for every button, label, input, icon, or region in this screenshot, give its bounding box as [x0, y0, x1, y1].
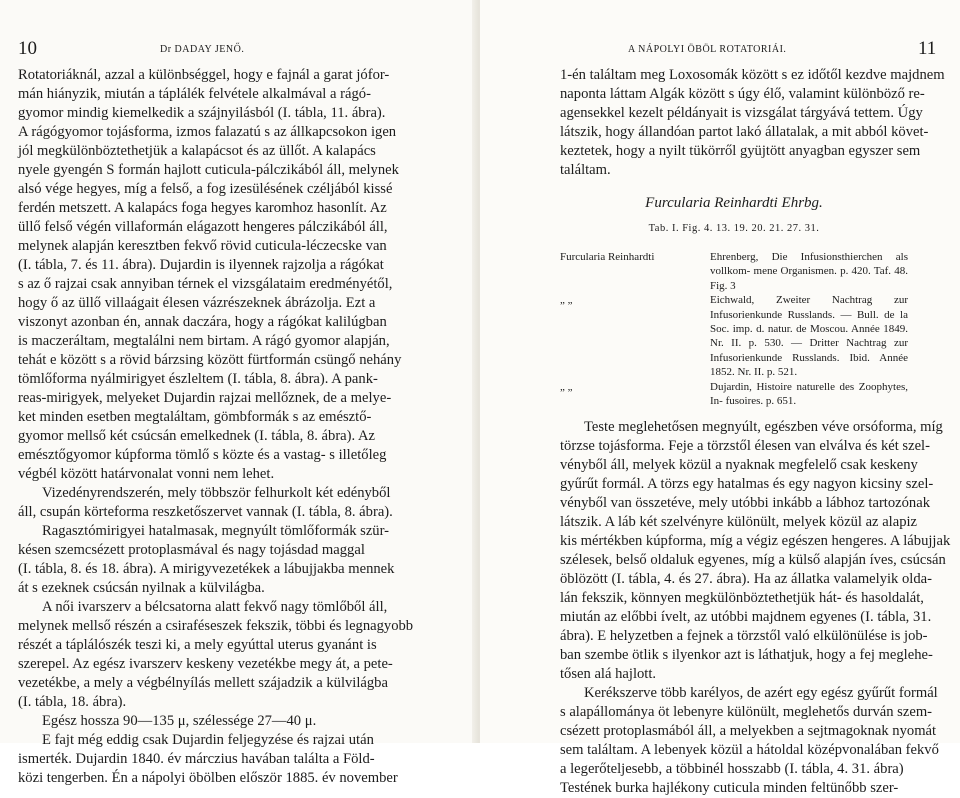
- text-line: ferdén metszett. A kalapács foga hegyes karomhoz hasonlít. Az: [18, 200, 387, 216]
- reference-key: „ „: [560, 294, 573, 307]
- text-line: Rotatoriáknál, azzal a különbséggel, hogy e fajnál a garat jófor-: [18, 67, 390, 83]
- text-line: naponta láttam Algák között s úgy élő, valamint különböző re-: [560, 86, 925, 102]
- left-running-head: Dr DADAY JENŐ.: [160, 44, 245, 55]
- text-line: viszonyt azonban én, annak daczára, hogy a rágókat kalilúgban: [18, 314, 387, 330]
- text-line: alsó vége hegyes, míg a felső, a fog izesülésének czéljából kissé: [18, 181, 393, 197]
- text-line: gyomor mindig kiemelkedik a szájnyilásból (I. tábla, 11. ábra).: [18, 105, 386, 121]
- text-line: csézett protoplasmából áll, a melyekben a sejtmagoknak nyomát: [560, 723, 937, 740]
- text-line: is maczeráltam, megtalálni nem birtam. A rágó gyomor alapján,: [18, 333, 390, 349]
- text-line: találtam.: [560, 162, 611, 178]
- text-line: gyomor mellső két csúcsán emelkednek (I. tábla, 8. ábra). Az: [18, 428, 376, 444]
- reference-key: „ „: [560, 380, 573, 393]
- text-line: nyele gyengén S formán hajlott cuticula-pálczikából áll, melynek: [18, 162, 399, 178]
- text-line: tehát e között s a rövid bárzsing között fürtformán csüngő nehány: [18, 352, 402, 368]
- text-line: késen szemcsézett protoplasmával és nagy tojásdad maggal: [18, 542, 365, 558]
- left-page: [0, 0, 480, 786]
- references-list: [560, 250, 908, 408]
- text-line: keztetek, hogy a nyilt tükörről gyüjtött anyagban egyszer sem: [560, 143, 921, 159]
- intro-paragraph: [560, 66, 945, 180]
- text-line: kis mértékben kúpforma, míg a végiz egészen hengeres. A lábujjak: [560, 533, 951, 550]
- right-text-column: [560, 66, 951, 798]
- text-line: agensekkel kezelt példányait is vizsgálat tárgyává tettem. Úgy: [560, 105, 923, 121]
- text-line: át s ezeknek csúcsán nyilnak a külvilágba.: [18, 580, 265, 596]
- text-line: lán fekszik, könnyen megkülönböztethetjük hát- és hasoldalát,: [560, 590, 924, 607]
- reference-entry: [560, 380, 908, 409]
- text-line: (I. tábla, 18. ábra).: [18, 694, 127, 710]
- body-text: [560, 418, 951, 798]
- text-line: ábra). E helyzetben a fejnek a törzstől való elkülönülése is job-: [560, 628, 928, 645]
- text-line: A rágógyomor tojásforma, izmos falazatú s az állkapcsokon igen: [18, 124, 397, 140]
- text-line: melynek alapján keresztben fekvő rövid cuticula-léczecske van: [18, 238, 387, 254]
- text-line: jól megkülönböztethetjük a kalapácsot és az üllőt. A kalapács: [18, 143, 376, 159]
- text-line: közi tengerben. Én a nápolyi öbölben először 1885. év november: [18, 770, 398, 786]
- text-line: öblözött (I. tábla, 4. és 27. ábra). Ha az állatka valamelyik olda-: [560, 571, 932, 588]
- right-page: [480, 0, 960, 797]
- text-line: törzse tojásforma. Feje a törzstől élesen van elválva és két szel-: [560, 438, 930, 455]
- text-line: vényből van összetéve, mely utóbbi inkább a lábhoz tartozónak: [560, 495, 931, 512]
- text-line: áll, csupán körteforma reszketőszervet vannak (I. tábla, 8. ábra).: [18, 504, 393, 520]
- reference-entry: [560, 293, 908, 379]
- text-line: szélesek, belső oldaluk egyenes, míg a külső alapján íves, csúcsán: [560, 552, 946, 569]
- text-line: s az ő rajzai csak annyiban térnek el vizsgálataim eredményétől,: [18, 276, 393, 292]
- text-line: mán hiányzik, miután a táplálék felvétele alkalmával a rágó-: [18, 86, 371, 102]
- text-line: E fajt még eddig csak Dujardin feljegyzése és rajzai után: [42, 732, 374, 748]
- text-line: Egész hossza 90—135 μ, szélessége 27—40 μ.: [42, 713, 317, 729]
- text-line: Ragasztómirigyei hatalmasak, megnyúlt tömlőformák szür-: [42, 523, 390, 539]
- text-line: (I. tábla, 8. és 18. ábra). A mirigyvezetékek a lábujjakba mennek: [18, 561, 395, 577]
- text-line: emésztőgyomor kúpforma tömlő s közte és a vastag- s illetőleg: [18, 447, 387, 463]
- text-line: Vizedényrendszerén, mely többször felhurkolt két edényből: [42, 485, 391, 501]
- plate-reference: Tab. I. Fig. 4. 13. 19. 20. 21. 27. 31.: [648, 223, 820, 234]
- text-line: A női ivarszerv a bélcsatorna alatt fekvő nagy tömlőből áll,: [42, 599, 388, 615]
- text-line: reas-mirigyek, melyeket Dujardin rajzai mellőznek, de a melye-: [18, 390, 392, 406]
- reference-text: Eichwald, Zweiter Nachtrag zur Infusorienkunde Russlands. — Bull. de la Soc. imp. d. natur. de Moscou. Année 1849. Nr. II. p. 530. — Dritter Nachtrag zur Infusorienkunde Russlands. Ibid. Année 1852. Nr. II. p. 521.: [710, 294, 908, 379]
- text-line: végbél között határvonalat vonni nem lehet.: [18, 466, 275, 482]
- text-line: részét a táplálószék teszi ki, a mely egyúttal uterus gyanánt is: [18, 637, 377, 653]
- text-line: tömlőforma nyálmirigyet észleltem (I. tábla, 8. ábra). A pank-: [18, 371, 378, 387]
- reference-text: Dujardin, Histoire naturelle des Zoophytes, In- fusoires. p. 651.: [710, 380, 908, 408]
- text-line: szerepel. Az egész ivarszerv keskeny vezetékbe megy át, a pete-: [18, 656, 393, 672]
- text-line: tősen alá hajlott.: [560, 666, 657, 683]
- text-line: látszik, hogy állandóan partot lakó állatalak, a mit abból követ-: [560, 124, 929, 140]
- text-line: vezetékbe, a mely a végbélnyílás mellett szájadzik a külvilágba: [18, 675, 388, 691]
- species-title: Furcularia Reinhardti Ehrbg.: [645, 195, 823, 211]
- right-running-head: A NÁPOLYI ÖBÖL ROTATORIÁI.: [628, 44, 787, 55]
- text-line: hogy ő az üllő villaágait élesen vázrészeknek ábrázolja. Ezt a: [18, 295, 376, 311]
- right-page-number: 11: [918, 38, 937, 59]
- text-line: miután az előbbi ívelt, az utóbbi majdnem egyenes (I. tábla, 31.: [560, 609, 932, 626]
- text-line: vényből áll, melyek közül a nyaknak megfelelő csak keskeny: [560, 457, 918, 474]
- reference-text: Ehrenberg, Die Infusionsthierchen als vollkom- mene Organismen. p. 420. Taf. 48. Fig. 3: [710, 251, 908, 292]
- text-line: s alapállománya öt lebenyre különült, meglehetős durván szem-: [560, 704, 933, 721]
- left-text-column: [18, 66, 450, 788]
- text-line: (I. tábla, 7. és 11. ábra). Dujardin is ilyennek rajzolja a rágókat: [18, 257, 384, 273]
- text-line: üllő felső végén villaformán elágazott hengeres pálczikából áll,: [18, 219, 388, 235]
- reference-entry: [560, 250, 908, 293]
- text-line: ket minden esetben megtaláltam, gömbformák s az emésztő-: [18, 409, 372, 425]
- text-line: 1-én találtam meg Loxosomák között s ez időtől kezdve majdnem: [560, 67, 945, 83]
- text-line: sem találtam. A lebenyek közül a hátoldal középvonalában fekvő: [560, 742, 939, 759]
- text-line: ban szembe ötlik s ilyenkor azt is láthatjuk, hogy a fej meglehe-: [560, 647, 933, 664]
- text-line: gyűrűt formál. A törzs egy hatalmas és egy nagyon kicsiny szel-: [560, 476, 934, 493]
- text-line: Kerékszerve több karélyos, de azért egy egész gyűrűt formál: [584, 685, 938, 702]
- text-line: látszik. A láb két szelvényre különült, melyek közül az alapiz: [560, 514, 918, 531]
- text-line: a legerőteljesebb, a többinél hosszabb (I. tábla, 4. 31. ábra): [560, 761, 904, 778]
- text-line: Testének burka hajlékony cuticula minden feltünőbb szer-: [560, 780, 899, 797]
- text-line: melynek mellső részén a csiraféseszek fekszik, többi és legnagyobb: [18, 618, 414, 634]
- reference-key: Furcularia Reinhardti: [560, 251, 655, 263]
- left-page-number: 10: [18, 38, 37, 59]
- text-line: Teste meglehetősen megnyúlt, egészben véve orsóforma, míg: [584, 419, 943, 436]
- text-line: ismerték. Dujardin 1840. év márczius havában találta a Föld-: [18, 751, 375, 767]
